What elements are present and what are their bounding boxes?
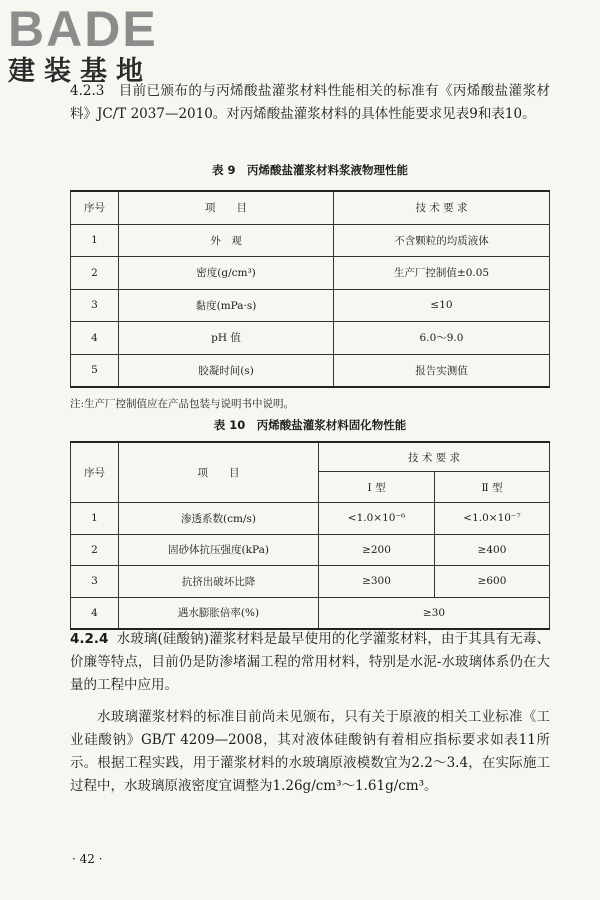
table9-header-item: 项 目 xyxy=(119,191,334,224)
cell: ≥600 xyxy=(435,566,550,598)
cell: <1.0×10⁻⁷ xyxy=(435,503,550,535)
cell: 2 xyxy=(71,257,119,290)
cell: 外 观 xyxy=(119,224,334,257)
table-row xyxy=(71,597,550,629)
table10-caption: 表 10 丙烯酸盐灌浆材料固化物性能 xyxy=(213,418,407,432)
cell: 不含颗粒的均质液体 xyxy=(334,224,550,257)
cell: 6.0～9.0 xyxy=(334,322,550,355)
table9-header-row xyxy=(71,191,550,224)
cell: 1 xyxy=(71,503,119,535)
section-number: 4.2.4 xyxy=(70,631,109,647)
cell: 1 xyxy=(71,224,119,257)
cell: 3 xyxy=(71,289,119,322)
cell: pH 值 xyxy=(119,322,334,355)
table-row xyxy=(71,257,550,290)
paragraph-2: 水玻璃灌浆材料的标准目前尚未见颁布，只有关于原液的相关工业标准《工业硅酸钠》GB/T 4209—2008，其对液体硅酸钠有着相应指标要求如表11所示。根据工程实践，用于灌浆材料的水玻璃原液模数宜为2.2～3.4，在实际施工过程中，水玻璃原液密度宜调整为1.26g/cm³～1.61g/cm³。 xyxy=(70,709,550,794)
cell: ≤10 xyxy=(334,289,550,322)
table10-header-seq: 序号 xyxy=(71,442,119,503)
section-text: 水玻璃(硅酸钠)灌浆材料是最早使用的化学灌浆材料，由于其具有无毒、价廉等特点，目前仍是防渗堵漏工程的常用材料，特别是水泥-水玻璃体系仍在大量的工程中应用。 xyxy=(70,631,550,693)
cell: 遇水膨胀倍率(%) xyxy=(119,597,319,629)
logo-sub-text: 建装基地 xyxy=(8,56,152,87)
cell: 胶凝时间(s) xyxy=(119,354,334,387)
table10-header-row xyxy=(71,442,550,472)
cell: ≥300 xyxy=(319,566,435,598)
cell: 4 xyxy=(71,322,119,355)
table9-header-seq: 序号 xyxy=(71,191,119,224)
cell: 固砂体抗压强度(kPa) xyxy=(119,534,319,566)
cell: ≥200 xyxy=(319,534,435,566)
table10-header-type1: Ⅰ 型 xyxy=(319,472,435,503)
table-row xyxy=(71,534,550,566)
table9-caption: 表 9 丙烯酸盐灌浆材料浆液物理性能 xyxy=(211,163,408,177)
table-row xyxy=(71,354,550,387)
table-row xyxy=(71,289,550,322)
cell: 3 xyxy=(71,566,119,598)
logo-main-text: BADE xyxy=(8,1,158,57)
cell: 密度(g/cm³) xyxy=(119,257,334,290)
cell: 生产厂控制值±0.05 xyxy=(334,257,550,290)
cell: 报告实测值 xyxy=(334,354,550,387)
section-4-2-4 xyxy=(70,628,550,697)
page-number: · 42 · xyxy=(72,852,103,866)
intro-paragraph: 4.2.3 目前已颁布的与丙烯酸盐灌浆材料性能相关的标准有《丙烯酸盐灌浆材料》JC/T 2037—2010。对丙烯酸盐灌浆材料的具体性能要求见表9和表10。 xyxy=(70,83,550,122)
table10 xyxy=(70,441,550,630)
cell: 4 xyxy=(71,597,119,629)
cell: 抗挤出破坏比降 xyxy=(119,566,319,598)
cell: 2 xyxy=(71,534,119,566)
cell: ≥400 xyxy=(435,534,550,566)
table9-header-tech: 技 术 要 求 xyxy=(334,191,550,224)
cell: 5 xyxy=(71,354,119,387)
cell: <1.0×10⁻⁶ xyxy=(319,503,435,535)
table-row xyxy=(71,322,550,355)
cell: 黏度(mPa·s) xyxy=(119,289,334,322)
cell: ≥30 xyxy=(319,597,550,629)
logo xyxy=(8,1,178,88)
table-row xyxy=(71,224,550,257)
cell: 渗透系数(cm/s) xyxy=(119,503,319,535)
table10-header-item: 项 目 xyxy=(119,442,319,503)
table9 xyxy=(70,190,550,388)
table-row xyxy=(71,503,550,535)
table10-header-type2: Ⅱ 型 xyxy=(435,472,550,503)
table-row xyxy=(71,566,550,598)
table10-header-tech: 技 术 要 求 xyxy=(319,442,550,472)
table9-note: 注:生产厂控制值应在产品包装与说明书中说明。 xyxy=(70,398,295,410)
